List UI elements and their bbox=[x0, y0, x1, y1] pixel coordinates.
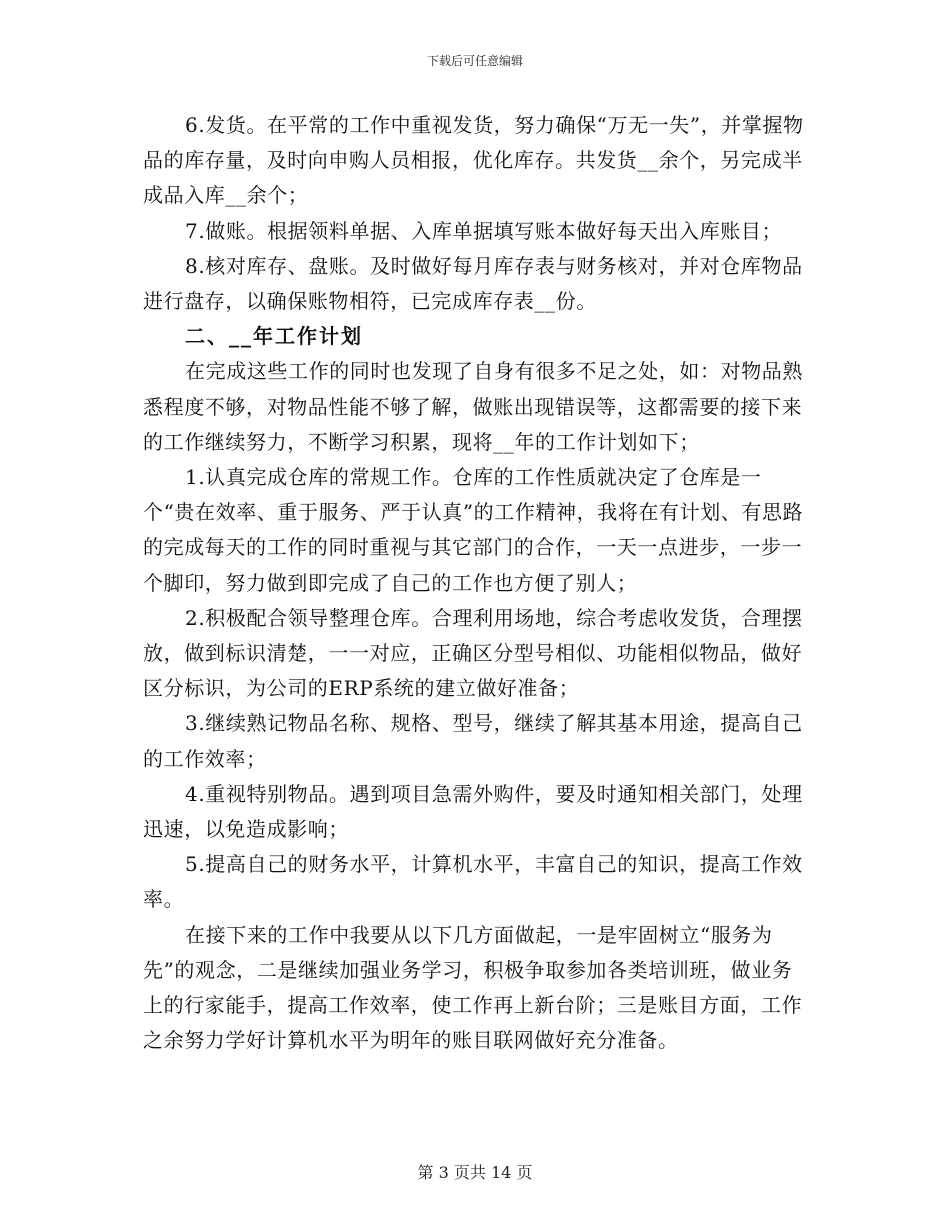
paragraph-plan-2: 2.积极配合领导整理仓库。合理利用场地，综合考虑收发货，合理摆放，做到标识清楚，一一对应，正确区分型号相似、功能相似物品，做好区分标识，为公司的ERP系统的建立做好准备； bbox=[143, 605, 803, 701]
section-heading: 二、__年工作计划 bbox=[185, 324, 363, 349]
paragraph-inventory-check: 8.核对库存、盘账。及时做好每月库存表与财务核对，并对仓库物品进行盘存，以确保账物相符，已完成库存表__份。 bbox=[143, 253, 803, 314]
document-body bbox=[143, 108, 811, 1058]
paragraph-plan-4: 4.重视特别物品。遇到项目急需外购件，要及时通知相关部门，处理迅速，以免造成影响； bbox=[143, 781, 803, 842]
paragraph-plan-5: 5.提高自己的财务水平，计算机水平，丰富自己的知识，提高工作效率。 bbox=[143, 852, 803, 912]
paragraph-shipping: 6.发货。在平常的工作中重视发货，努力确保“万无一失”，并掌握物品的库存量，及时向申购人员相报，优化库存。共发货__余个，另完成半成品入库__余个； bbox=[143, 113, 804, 208]
paragraph-plan-1: 1.认真完成仓库的常规工作。仓库的工作性质就决定了仓库是一个“贵在效率、重于服务、严于认真”的工作精神，我将在有计划、有思路的完成每天的工作的同时重视与其它部门的合作，一天一点进步，一步一个脚印，努力做到即完成了自己的工作也方便了别人； bbox=[143, 465, 804, 595]
page-footer: 第 3 页共 14 页 bbox=[417, 1163, 533, 1182]
paragraph-bookkeeping: 7.做账。根据领料单据、入库单据填写账本做好每天出入库账目； bbox=[185, 218, 783, 243]
page-header: 下载后可任意编辑 bbox=[426, 54, 523, 68]
paragraph-intro: 在完成这些工作的同时也发现了自身有很多不足之处，如：对物品熟悉程度不够，对物品性能不够了解，做账出现错误等，这都需要的接下来的工作继续努力，不断学习积累，现将__年的工作计划如下； bbox=[143, 359, 803, 454]
paragraph-plan-3: 3.继续熟记物品名称、规格、型号，继续了解其基本用途，提高自己的工作效率； bbox=[143, 711, 803, 771]
paragraph-conclusion: 在接下来的工作中我要从以下几方面做起，一是牢固树立“服务为先”的观念，二是继续加强业务学习，积极争取参加各类培训班，做业务上的行家能手，提高工作效率，使工作再上新台阶；三是账目方面，工作之余努力学好计算机水平为明年的账目联网做好充分准备。 bbox=[143, 922, 803, 1053]
